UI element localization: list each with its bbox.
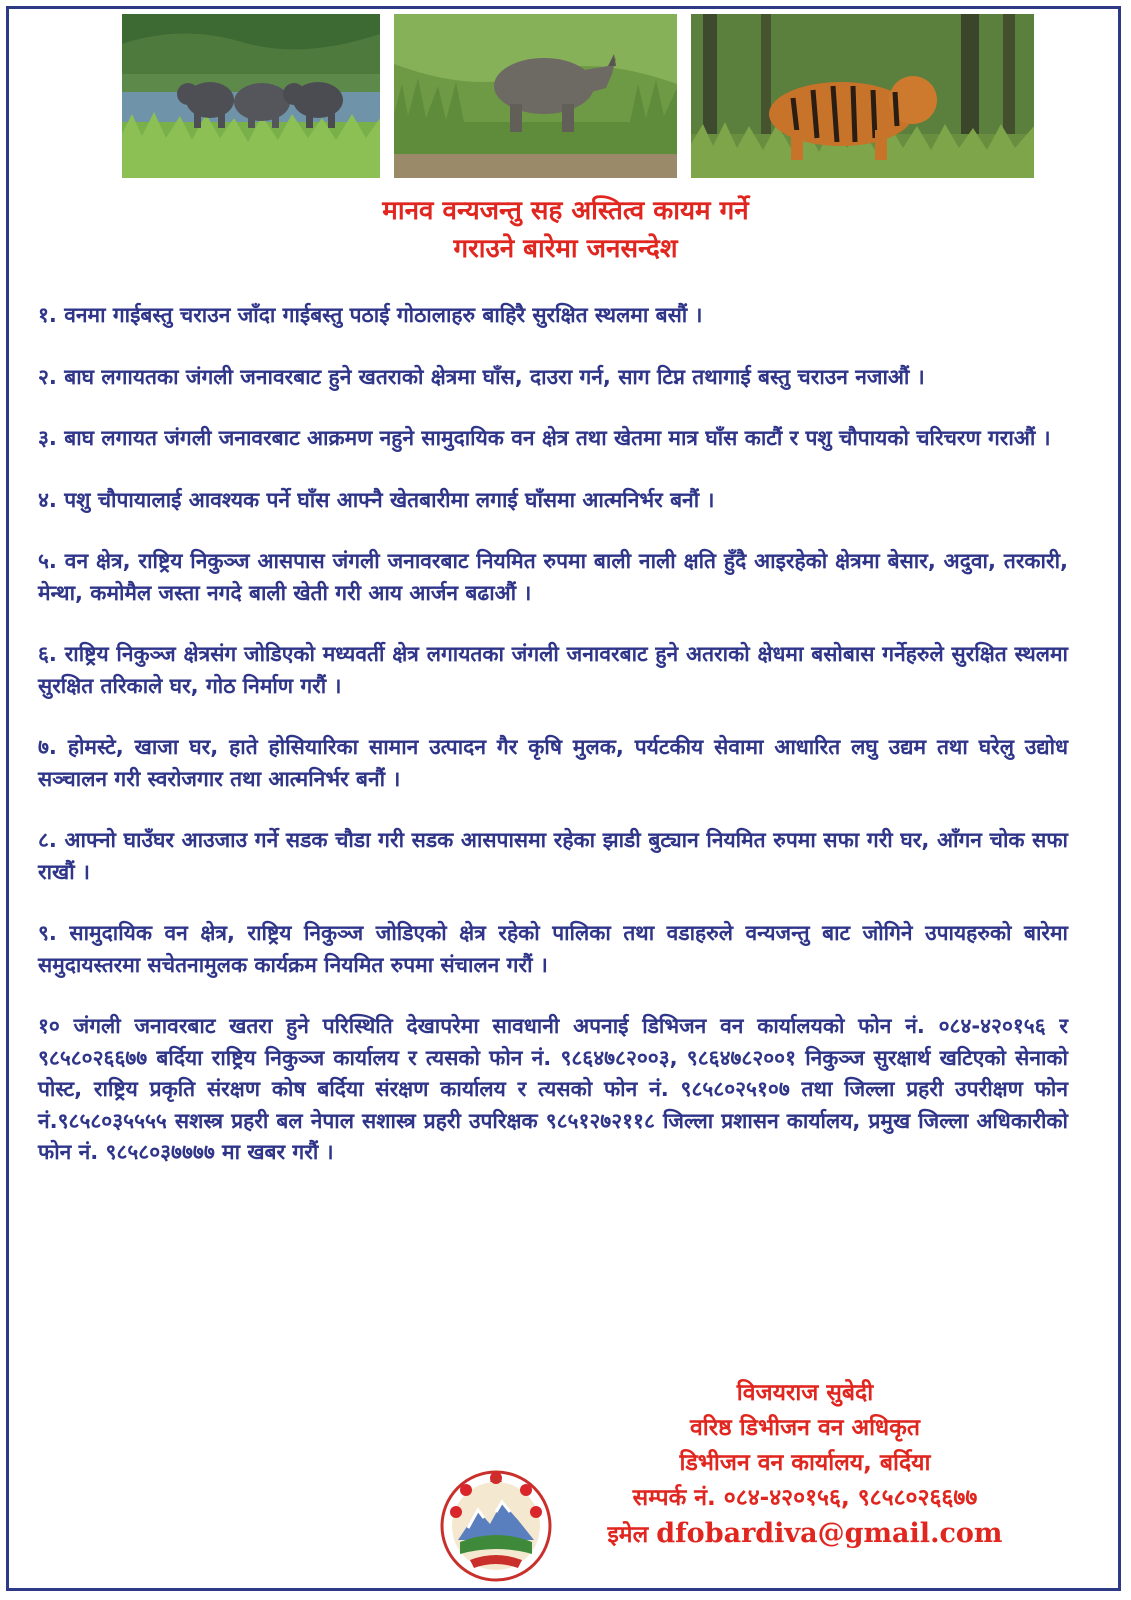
notice-title-line-1: मानव वन्यजन्तु सह अस्तित्व कायम गर्ने (382, 196, 749, 226)
elephants-photo (122, 14, 380, 178)
tiger-photo (691, 14, 1034, 178)
notice-point: ६. राष्ट्रिय निकुञ्ज क्षेत्रसंग जोडिएको मध्यवर्ती क्षेत्र लगायतका जंगली जनावरबाट हुने अतराको क्षेधमा बसोबास गर्नेहरुले सुरक्षित स्थलमा सुरक्षित तरिकाले घर, गोठ निर्माण गरौं । (38, 642, 1068, 698)
notice-point: ३. बाघ लगायत जंगली जनावरबाट आक्रमण नहुने सामुदायिक वन क्षेत्र तथा खेतमा मात्र घाँस काटौं र पशु चौपायको चरिचरण गराऔं । (38, 426, 1051, 450)
notice-point: ९. सामुदायिक वन क्षेत्र, राष्ट्रिय निकुञ्ज जोडिएको क्षेत्र रहेको पालिका तथा वडाहरुले वन्यजन्तु बाट जोगिने उपायहरुको बारेमा समुदायस्तरमा सचेतनामुलक कार्यक्रम नियमित रुपमा संचालन गरौं । (38, 921, 1068, 977)
notice-title-line-2: गराउने बारेमा जनसन्देश (453, 234, 678, 264)
notice-point: २. बाघ लगायतका जंगली जनावरबाट हुने खतराको क्षेत्रमा घाँस, दाउरा गर्न, साग टिप्न तथागाई बस्तु चराउन नजाऔं । (38, 364, 925, 389)
email-label: इमेल (607, 1522, 649, 1548)
rhino-photo (394, 14, 677, 178)
notice-point: ४. पशु चौपायालाई आवश्यक पर्ने घाँस आफ्नै खेतबारीमा लगाई घाँसमा आत्मनिर्भर बनौं । (38, 487, 715, 512)
signatory-office: डिभीजन वन कार्यालय, बर्दिया (679, 1450, 931, 1476)
notice-body (38, 300, 1068, 1169)
email-address: dfobardiva@gmail.com (656, 1518, 1003, 1549)
notice-point: १० जंगली जनावरबाट खतरा हुने परिस्थिति देखापरेमा सावधानी अपनाई डिभिजन वन कार्यालयको फोन नं. ०८४-४२०१५६ र ९८५८०२६६७७ बर्दिया राष्ट्रिय निकुञ्ज कार्यालय र त्यसको फोन नं. ९८६४७८२००३, ९८६४७८२००१ निकुञ्ज सुरक्षार्थ खटिएको सेनाको पोस्ट, राष्ट्रिय प्रकृति संरक्षण कोष बर्दिया संरक्षण कार्यालय र त्यसको फोन नं. ९८५८०२५१०७ तथा जिल्ला प्रहरी उपरीक्षण फोन नं.९८५८०३५५५५ सशस्त्र प्रहरी बल नेपाल सशास्त्र प्रहरी उपरिक्षक ९८५१२७२११८ जिल्ला प्रशासन कार्यालय, प्रमुख जिल्ला अधिकारीको फोन नं. ९८५८०३७७७७ मा खबर गरौं । (38, 1014, 1068, 1164)
notice-point: ८. आफ्नो घाउँघर आउजाउ गर्ने सडक चौडा गरी सडक आसपासमा रहेका झाडी बुट्यान नियमित रुपमा सफा गरी घर, आँगन चोक सफा राखौं । (38, 828, 1068, 884)
notice-point: १. वनमा गाईबस्तु चराउन जाँदा गाईबस्तु पठाई गोठालाहरु बाहिरै सुरक्षित स्थलमा बसौं । (38, 303, 703, 327)
signatory-email-line (500, 1516, 1110, 1553)
photo-strip (122, 14, 1034, 179)
signatory-designation: वरिष्ठ डिभीजन वन अधिकृत (690, 1415, 920, 1441)
notice-point: ७. होमस्टे, खाजा घर, हाते होसियारिका सामान उत्पादन गैर कृषि मुलक, पर्यटकीय सेवामा आधारित लघु उद्यम तथा घरेलु उद्योध सञ्चालन गरी स्वरोजगार तथा आत्मनिर्भर बनौं । (38, 735, 1068, 791)
signatory-name: विजयराज सुबेदी (736, 1380, 874, 1406)
notice-point: ५. वन क्षेत्र, राष्ट्रिय निकुञ्ज आसपास जंगली जनावरबाट नियमित रुपमा बाली नाली क्षति हुँदै आइरहेको क्षेत्रमा बेसार, अदुवा, तरकारी, मेन्था, कमोमैल जस्ता नगदे बाली खेती गरी आय आर्जन बढाऔं । (38, 549, 1068, 605)
signatory-contact: सम्पर्क नं. ०८४-४२०१५६, ९८५८०२६६७७ (632, 1485, 978, 1511)
